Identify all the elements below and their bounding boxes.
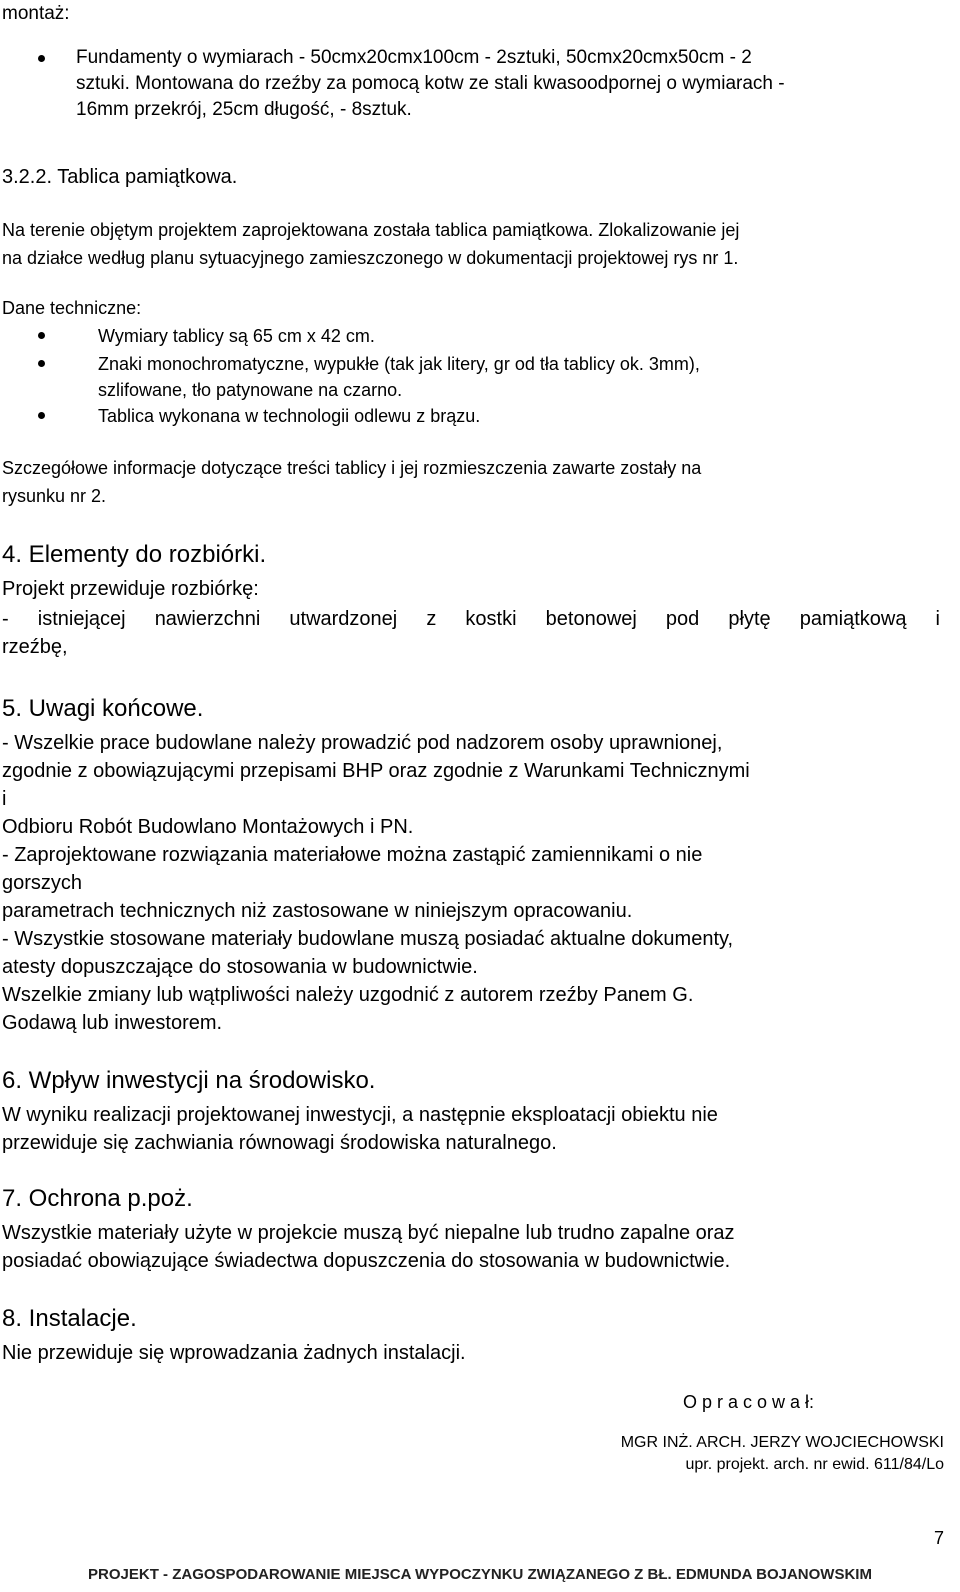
tech-data-label: Dane techniczne:: [2, 298, 142, 318]
signature-registration: upr. projekt. arch. nr ewid. 611/84/Lo: [685, 1456, 944, 1473]
paragraph-line: W wyniku realizacji projektowanej inwestycji, a następnie eksploatacji obiektu nie: [2, 1104, 718, 1126]
tech-bullet-2: Znaki monochromatyczne, wypukłe (tak jak litery, gr od tła tablicy ok. 3mm),: [98, 354, 700, 374]
paragraph-line: - Wszystkie stosowane materiały budowlane muszą posiadać aktualne dokumenty,: [2, 928, 734, 950]
section-heading-3-2-2: 3.2.2. Tablica pamiątkowa.: [2, 166, 238, 188]
page-footer: PROJEKT - ZAGOSPODAROWANIE MIEJSCA WYPOCZYNKU ZWIĄZANEGO Z BŁ. EDMUNDA BOJANOWSKIM: [88, 1566, 872, 1583]
paragraph-line: - Zaprojektowane rozwiązania materiałowe można zastąpić zamiennikami o nie: [2, 844, 703, 866]
paragraph-line: i: [2, 788, 7, 810]
paragraph-line: parametrach technicznych niż zastosowane w niniejszym opracowaniu.: [2, 900, 633, 922]
page-number: 7: [933, 1528, 944, 1548]
tech-bullet-3: Tablica wykonana w technologii odlewu z brązu.: [98, 406, 481, 426]
paragraph-line: zgodnie z obowiązującymi przepisami BHP oraz zgodnie z Warunkami Technicznymi: [2, 760, 750, 782]
section-heading-6: 6. Wpływ inwestycji na środowisko.: [2, 1067, 376, 1094]
section-heading-8: 8. Instalacje.: [2, 1305, 137, 1332]
paragraph-line: Godawą lub inwestorem.: [2, 1012, 223, 1034]
paragraph-line: rysunku nr 2.: [2, 486, 107, 506]
paragraph-line: przewiduje się zachwiania równowagi środowiska naturalnego.: [2, 1132, 557, 1154]
tech-bullet-2-cont: szlifowane, tło patynowane na czarno.: [98, 380, 403, 400]
paragraph-line: rzeźbę,: [2, 636, 68, 658]
paragraph-line: atesty dopuszczające do stosowania w budownictwie.: [2, 956, 478, 978]
bullet-icon: [38, 412, 45, 419]
mount-bullet-line-1: Fundamenty o wymiarach - 50cmx20cmx100cm - 2sztuki, 50cmx20cmx50cm - 2: [76, 47, 752, 68]
intro-text: montaż:: [2, 3, 70, 24]
paragraph-line-justified: - istniejącej nawierzchni utwardzonej z kostki betonowej pod płytę pamiątkową i: [2, 608, 940, 630]
section-heading-4: 4. Elementy do rozbiórki.: [2, 541, 267, 568]
bullet-icon: [38, 360, 45, 367]
paragraph-line: Odbioru Robót Budowlano Montażowych i PN.: [2, 816, 414, 838]
paragraph-line: Wszelkie zmiany lub wątpliwości należy uzgodnić z autorem rzeźby Panem G.: [2, 984, 694, 1006]
paragraph-line: gorszych: [2, 872, 83, 894]
section-heading-7: 7. Ochrona p.poż.: [2, 1185, 193, 1212]
signature-label: O p r a c o w a ł:: [682, 1392, 814, 1412]
paragraph-line: Szczegółowe informacje dotyczące treści tablicy i jej rozmieszczenia zawarte zostały na: [2, 458, 702, 478]
mount-bullet-line-2: sztuki. Montowana do rzeźby za pomocą kotw ze stali kwasoodpornej o wymiarach -: [76, 73, 785, 94]
paragraph-line: Projekt przewiduje rozbiórkę:: [2, 578, 259, 600]
paragraph-line: na działce według planu sytuacyjnego zamieszczonego w dokumentacji projektowej rys nr 1.: [2, 248, 739, 268]
paragraph-line: Na terenie objętym projektem zaprojektowana została tablica pamiątkowa. Zlokalizowanie jej: [2, 220, 740, 240]
bullet-icon: [38, 55, 45, 62]
paragraph-line: - Wszelkie prace budowlane należy prowadzić pod nadzorem osoby uprawnionej,: [2, 732, 723, 754]
section-heading-5: 5. Uwagi końcowe.: [2, 695, 204, 722]
signature-name: MGR INŻ. ARCH. JERZY WOJCIECHOWSKI: [620, 1434, 944, 1451]
paragraph-line: Wszystkie materiały użyte w projekcie muszą być niepalne lub trudno zapalne oraz: [2, 1222, 735, 1244]
paragraph-line: posiadać obowiązujące świadectwa dopuszczenia do stosowania w budownictwie.: [2, 1250, 731, 1272]
tech-bullet-1: Wymiary tablicy są 65 cm x 42 cm.: [98, 326, 375, 346]
bullet-icon: [38, 332, 45, 339]
paragraph-line: Nie przewiduje się wprowadzania żadnych instalacji.: [2, 1342, 466, 1364]
mount-bullet-line-3: 16mm przekrój, 25cm długość, - 8sztuk.: [76, 99, 412, 120]
